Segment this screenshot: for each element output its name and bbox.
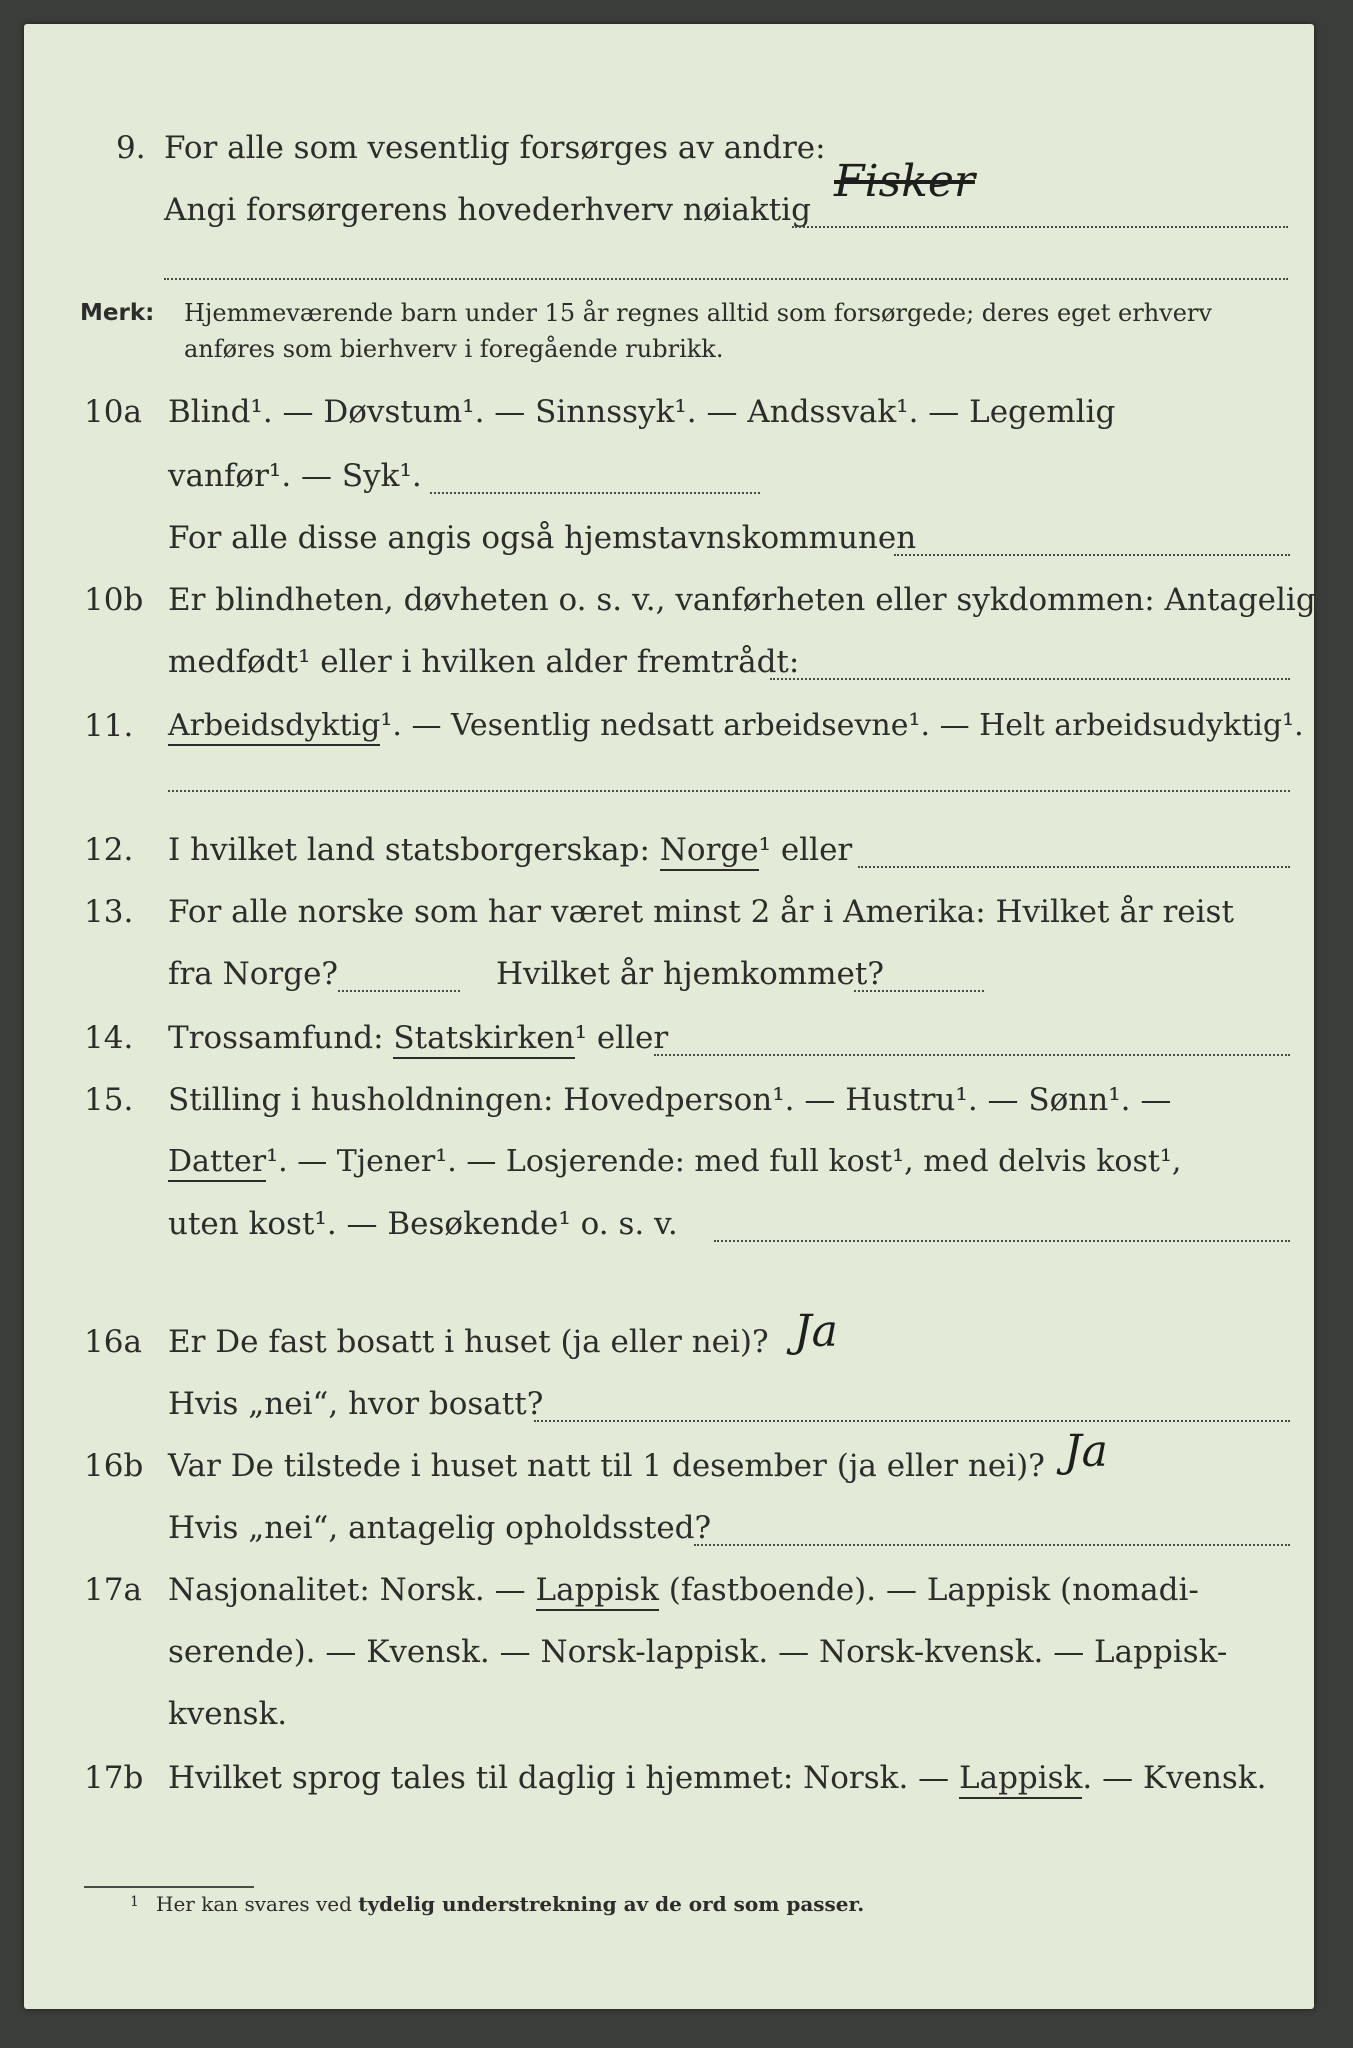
footnote-plain: Her kan svares ved <box>156 1892 352 1916</box>
q9-number: 9. <box>116 130 146 166</box>
q17b-number: 17b <box>84 1760 144 1796</box>
q12-pre: I hvilket land statsborgerskap: <box>168 832 650 868</box>
q11-extra-line <box>168 790 1290 792</box>
q9-text-2: Angi forsørgerens hovederhverv nøiaktig <box>164 192 811 228</box>
q10a-text-2: vanfør¹. — Syk¹. <box>168 458 422 494</box>
q17a-number: 17a <box>84 1572 142 1608</box>
q17a-pre: Nasjonalitet: Norsk. — <box>168 1572 526 1608</box>
q13-line-a <box>338 990 460 992</box>
q17a-post: (fastboende). — Lappisk (nomadi- <box>668 1572 1199 1608</box>
q9-text-1: For alle som vesentlig forsørges av andre: <box>164 130 826 166</box>
q15-number: 15. <box>84 1082 134 1118</box>
q14-underlined: Statskirken <box>393 1020 574 1059</box>
q13-text-2a: fra Norge? <box>168 956 339 992</box>
q12-number: 12. <box>84 832 134 868</box>
q16a-number: 16a <box>84 1324 142 1360</box>
q11-underlined: Arbeidsdyktig <box>168 708 380 746</box>
q16b-handwritten-answer: Ja <box>1064 1426 1108 1477</box>
q12-underlined: Norge <box>660 832 759 871</box>
q16a-text-2: Hvis „nei“, hvor bosatt? <box>168 1386 544 1422</box>
q10b-line-2 <box>770 678 1290 680</box>
q12-post: ¹ eller <box>758 832 853 868</box>
q14-line <box>654 1054 1290 1056</box>
footnote-text <box>156 1892 864 1916</box>
merk-text-1: Hjemmeværende barn under 15 år regnes alltid som forsørgede; deres eget erhverv <box>184 299 1212 327</box>
q15-rest: ¹. — Tjener¹. — Losjerende: med full kost¹, med delvis kost¹, <box>266 1144 1182 1179</box>
q17a-underlined: Lappisk <box>536 1572 659 1611</box>
q12-line <box>858 866 1290 868</box>
q16b-number: 16b <box>84 1448 144 1484</box>
q10a-text-1: Blind¹. — Døvstum¹. — Sinnssyk¹. — Andssvak¹. — Legemlig <box>168 394 1116 430</box>
q10b-number: 10b <box>84 582 144 618</box>
q17b-pre: Hvilket sprog tales til daglig i hjemmet: Norsk. — <box>168 1760 950 1796</box>
q16b-line-2 <box>694 1544 1290 1546</box>
q9-extra-line <box>164 278 1288 280</box>
footnote-rule <box>84 1886 254 1888</box>
footnote-mark: 1 <box>130 1894 139 1910</box>
q14-post: ¹ eller <box>574 1020 669 1056</box>
census-form-page <box>24 24 1314 2009</box>
q11-number: 11. <box>84 708 134 744</box>
q14-number: 14. <box>84 1020 134 1056</box>
q13-number: 13. <box>84 894 134 930</box>
q17a-text-1 <box>168 1570 1199 1610</box>
q10a-number: 10a <box>84 394 142 430</box>
q16a-line-2 <box>534 1420 1290 1422</box>
q11-text <box>168 706 1304 746</box>
q10b-text-1: Er blindheten, døvheten o. s. v., vanførheten eller sykdommen: Antagelig <box>168 582 1316 618</box>
merk-label: Merk: <box>80 300 155 326</box>
q13-line-b <box>854 990 984 992</box>
q10a-line-2 <box>430 492 760 494</box>
q15-text-3: uten kost¹. — Besøkende¹ o. s. v. <box>168 1206 678 1242</box>
q17a-text-3: kvensk. <box>168 1696 288 1732</box>
q17b-text <box>168 1758 1266 1798</box>
q13-text-2b: Hvilket år hjemkommet? <box>496 956 884 992</box>
q17b-post: . — Kvensk. <box>1082 1760 1267 1796</box>
q16a-text-1: Er De fast bosatt i huset (ja eller nei)? <box>168 1324 769 1360</box>
q12-text <box>168 830 852 870</box>
merk-text-2: anføres som bierhverv i foregående rubrikk. <box>184 335 724 363</box>
q16a-handwritten-answer: Ja <box>794 1306 838 1357</box>
q15-line-3 <box>714 1240 1290 1242</box>
q10b-text-2: medfødt¹ eller i hvilken alder fremtrådt: <box>168 644 800 680</box>
q16b-text-1: Var De tilstede i huset natt til 1 desember (ja eller nei)? <box>168 1448 1045 1484</box>
q17a-text-2: serende). — Kvensk. — Norsk-lappisk. — Norsk-kvensk. — Lappisk- <box>168 1634 1228 1670</box>
q17b-underlined: Lappisk <box>959 1760 1082 1799</box>
q11-rest: ¹. — Vesentlig nedsatt arbeidsevne¹. — Helt arbeidsudyktig¹. <box>380 708 1304 743</box>
q14-text <box>168 1018 668 1058</box>
q9-answer-line <box>792 226 1288 228</box>
footnote-bold: tydelig understrekning av de ord som passer. <box>358 1892 865 1916</box>
q16b-text-2: Hvis „nei“, antagelig opholdssted? <box>168 1510 712 1546</box>
q10a-text-3: For alle disse angis også hjemstavnskommunen <box>168 520 917 556</box>
q13-text-1: For alle norske som har været minst 2 år i Amerika: Hvilket år reist <box>168 894 1234 930</box>
q10a-line-3 <box>894 554 1290 556</box>
q15-text-2 <box>168 1142 1181 1182</box>
q14-pre: Trossamfund: <box>168 1020 384 1056</box>
q15-text-1: Stilling i husholdningen: Hovedperson¹. — Hustru¹. — Sønn¹. — <box>168 1082 1172 1118</box>
q9-handwritten-answer: Fisker <box>834 156 975 207</box>
q15-underlined: Datter <box>168 1144 266 1182</box>
